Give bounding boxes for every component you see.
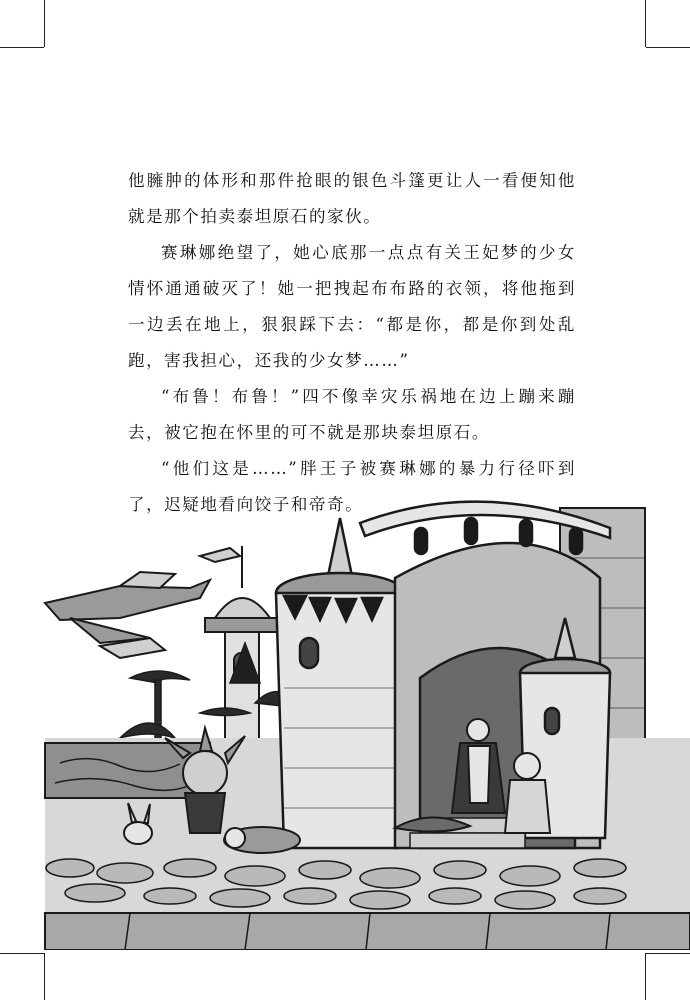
paragraph-3: “布鲁！布鲁！”四不像幸灾乐祸地在边上蹦来蹦去，被它抱在怀里的可不就是那块泰坦原石。 [128, 387, 576, 442]
paragraph-4: “他们这是……”胖王子被赛琳娜的暴力行径吓到了，迟疑地看向饺子和帝奇。 [128, 459, 576, 514]
crop-mark-bottom-left-v [44, 953, 45, 1000]
paragraph-2: 赛琳娜绝望了，她心底那一点点有关王妃梦的少女情怀通通破灭了！她一把拽起布布路的衣领，将他拖到一边丢在地上，狠狠踩下去：“都是你，都是你到处乱跑，害我担心，还我的少女梦……” [128, 243, 576, 370]
crop-mark-bottom-right-v [645, 953, 646, 1000]
crop-mark-top-right-v [645, 0, 646, 47]
crop-mark-top-left-h [0, 47, 44, 48]
paragraph-1: 他臃肿的体形和那件抢眼的银色斗篷更让人一看便知他就是那个拍卖泰坦原石的家伙。 [128, 171, 576, 226]
crop-mark-top-left-v [44, 0, 45, 47]
main-tower [276, 518, 404, 848]
crop-mark-bottom-right-h [646, 953, 690, 954]
fallen-character [224, 827, 300, 853]
castle-street-illustration [0, 468, 690, 950]
airship-large [45, 572, 210, 643]
crop-mark-top-right-h [646, 47, 690, 48]
crop-mark-bottom-left-h [0, 953, 44, 954]
jungle-plants [120, 643, 300, 750]
